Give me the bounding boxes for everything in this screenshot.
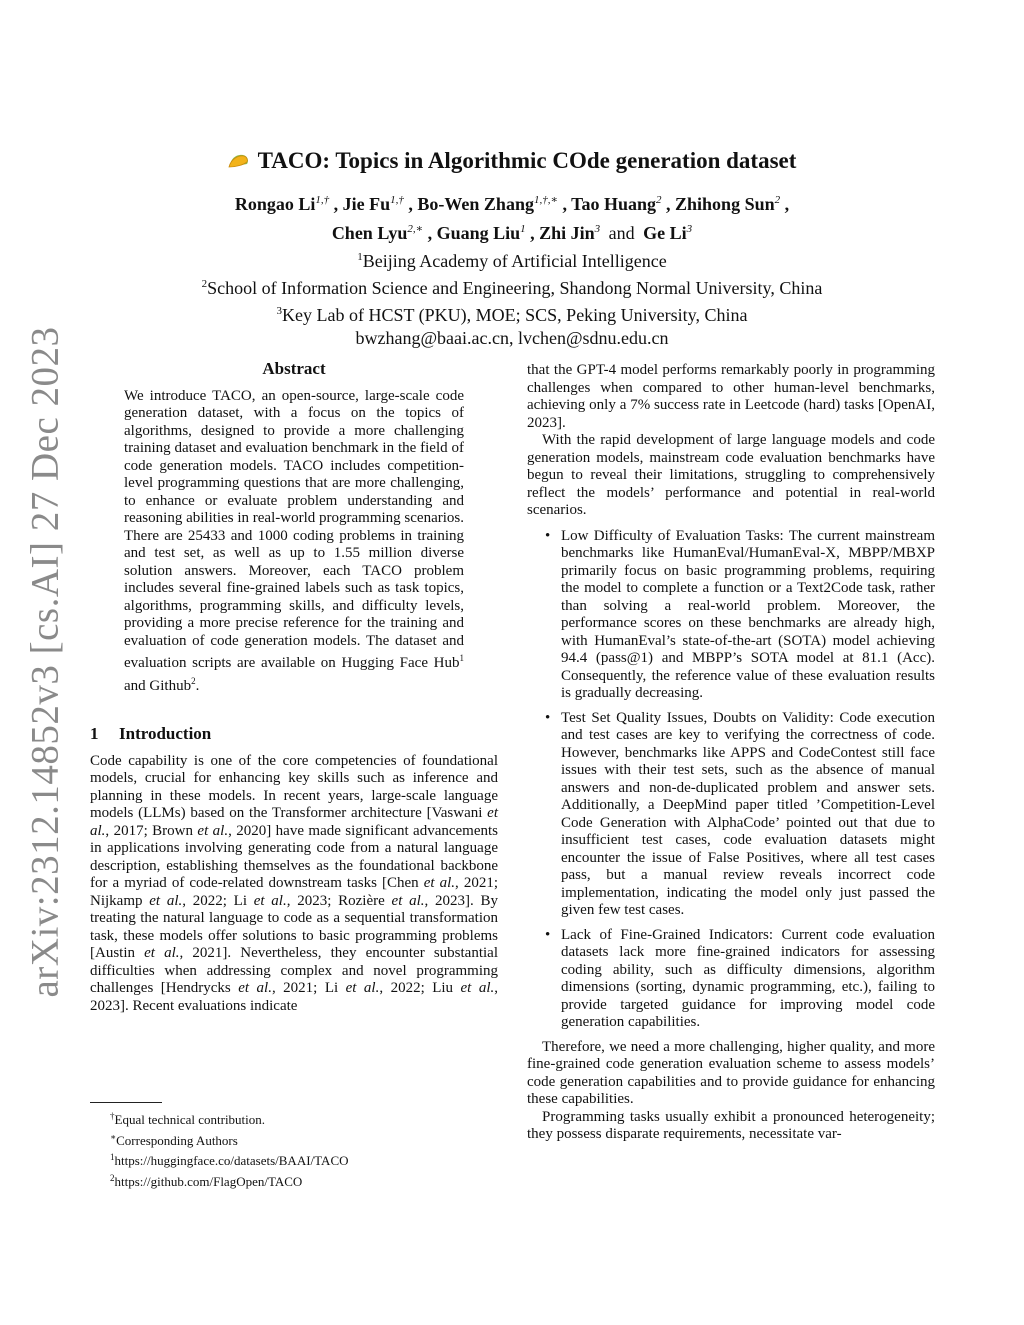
paper-header (0, 148, 1024, 350)
paragraph: Programming tasks usually exhibit a pronounced heterogeneity; they possess disparate requirements, necessitate var- (527, 1108, 935, 1142)
paper-title (228, 148, 797, 174)
paragraph: With the rapid development of large language models and code generation models, mainstream code evaluation benchmarks have begun to reveal their limitations, struggling to comprehensively reflect the models’ performance and potential in real-world scenarios. (527, 432, 935, 518)
affiliation: $^1$Beijing Academy of Artificial Intelligence (357, 251, 667, 271)
footnote-link[interactable]: $^2$https://github.com/FlagOpen/TACO (110, 1172, 303, 1189)
contact-emails: bwzhang@baai.ac.cn, lvchen@sdnu.edu.cn (355, 328, 669, 348)
footnote-ref[interactable]: 1 (459, 653, 464, 663)
list-item: • Test Set Quality Issues, Doubts on Validity: Code execution and test cases are key to verifying the correctness of code. However, benchmarks like APPS and CodeContest still face issues with their test sets, such as the absence of manual answers and non-de-duplicated problem and answer sets. Additionally, a DeepMind paper titled ’Competition-Level Code Generation with AlphaCode’ pointed out that due to insufficient test cases, code evaluation datasets might encounter the issue of False Positives, where all test cases pass, but a manual review reveals incorrect code implementation, indicating the model only just passed the given few test cases. (527, 710, 935, 920)
author: Guang Liu$^1$ (436, 223, 526, 243)
author: Chen Lyu$^{2,∗}$ (331, 223, 424, 243)
list-item: • Low Difficulty of Evaluation Tasks: The current mainstream benchmarks like HumanEval/HumanEval-X, MBPP/MBXP primarily focus on basic programming problems, requiring the model to complete a function or a Text2Code task, rather than solving a real-world problem. Moreover, the performance scores on these benchmarks are already high, with HumanEval’s state-of-the-art (SOTA) model achieving 94.4 (pass@1) and MBPP’s SOTA model at 81.1 (Acc). Consequently, the reference value of these evaluation results is gradually decreasing. (527, 528, 935, 703)
author: Tao Huang$^2$ (571, 194, 662, 214)
section-heading-introduction: 1 Introduction (90, 724, 212, 743)
author: Rongao $Li^{1,\dagger}$ (234, 194, 330, 214)
author: Jie $Fu^{1,\dagger}$ (342, 194, 404, 214)
list-item: • Lack of Fine-Grained Indicators: Current code evaluation datasets lack more fine-grained indicators for assessing coding ability, such as difficulty dimensions, algorithm dimensions (sorting, dynamic programming, etc.), failing to provide targeted guidance for improving model code generation capabilities. (527, 927, 935, 1032)
right-column (527, 362, 935, 1144)
paragraph: Therefore, we need a more challenging, higher quality, and more fine-grained code generation evaluation scheme to assess models’ code generation capabilities and to provide guidance for enhancing these capabilities. (527, 1038, 935, 1107)
author-line-1: Rongao $Li^{1,\dagger}$ , Jie $Fu^{1,\dagger}$ , Bo-Wen Zhang$^{1,\dagger,∗}$ , Tao Huang$^2$ , Zhihong Sun$^2$ , (234, 194, 790, 214)
author: Zhi Jin$^3$ (539, 223, 601, 243)
paragraph: Code capability is one of the core competencies of foundational models, crucial for enhancing key skills such as inference and planning in these models. In recent years, large-scale language models (LLMs) based on the Transformer architecture [Vaswani et al., 2017; Brown et al., 2020] have made significant advancements in applications involving generating code from a natural language description, establishing themselves as the foundational backbone for a myriad of code-related downstream tasks [Chen et al., 2021; Nijkamp et al., 2022; Li et al., 2023; Rozière et al., 2023]. By treating the natural language to code as a sequential transformation task, these models offer solutions to basic programming problems [Austin et al., 2021]. Nevertheless, they encounter substantial difficulties when addressing complex and novel programming challenges [Hendrycks et al., 2021; Li et al., 2022; Liu et al., 2023]. Recent evaluations indicate (90, 752, 499, 1014)
author: Bo-Wen Zhang$^{1,\dagger,∗}$ (417, 194, 558, 214)
footnotes (110, 1108, 349, 1190)
author-list (0, 188, 1024, 246)
affiliation: $^2$School of Information Science and Engineering, Shandong Normal University, China (201, 278, 823, 298)
paper-title-text: TACO: Topics in Algorithmic COde generation dataset (257, 148, 797, 173)
footnote-link[interactable]: $^1$https://huggingface.co/datasets/BAAI/TACO (110, 1152, 349, 1168)
introduction-body (90, 753, 498, 1016)
taco-icon (228, 153, 250, 169)
author-line-2: Chen Lyu$^{2,∗}$ , Guang Liu$^1$ , Zhi Jin$^3$ and Ge Li$^3$ (331, 223, 693, 243)
author: Zhihong Sun$^2$ (675, 194, 781, 214)
footnote: ∗Corresponding Authors (110, 1131, 238, 1148)
affiliation: $^3$Key Lab of HCST (PKU), MOE; SCS, Peking University, China (276, 305, 748, 325)
footnote-ref[interactable]: 2 (191, 675, 196, 686)
abstract-heading: Abstract (262, 359, 326, 378)
abstract-text: We introduce TACO, an open-source, large-scale code generation dataset, with a focus on the topics of algorithms, designed to provide a more challenging training dataset and evaluation benchmark in the field of code generation models. TACO includes competition-level programming questions that are more challenging, to enhance or evaluate problem understanding and reasoning abilities in real-world programming scenarios. There are 25433 and 1000 coding problems in training and test set, as well as up to 1.55 million diverse solution answers. Moreover, each TACO problem includes several fine-grained labels such as task topics, algorithms, programming skills, and difficulty levels, providing a more precise reference for the training and evaluation of code generation models. The dataset and evaluation scripts are available on Hugging Face Hub$^1$ and Github$^2$. (124, 387, 464, 694)
left-column (90, 360, 498, 1015)
paragraph: that the GPT-4 model performs remarkably poorly in programming challenges when compared to other human-level benchmarks, achieving only a 7% success rate in Leetcode (hard) tasks [OpenAI, 2023]. (527, 362, 935, 431)
author: Ge Li$^3$ (643, 223, 693, 243)
footnote-divider (90, 1102, 162, 1103)
and-word: and (608, 223, 635, 243)
footnote: †Equal technical contribution. (110, 1111, 266, 1127)
arxiv-identifier: arXiv:2312.14852v3 [cs.AI] 27 Dec 2023 (23, 326, 67, 998)
limitations-list (527, 528, 935, 1032)
